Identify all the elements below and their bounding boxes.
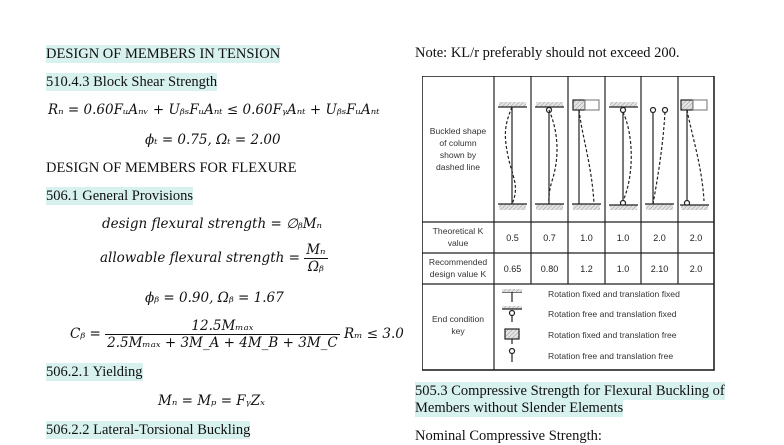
note-klr: Note: KL/r preferably should not exceed 200. (415, 45, 680, 61)
heading-tension: DESIGN OF MEMBERS IN TENSION (46, 46, 281, 62)
equation-cb (70, 318, 404, 351)
k-theoretical-a: 0.5 (506, 233, 519, 243)
heading-block-shear: 510.4.3 Block Shear Strength (46, 74, 218, 90)
equation-allowable (100, 242, 328, 275)
k-recommended-e: 2.10 (650, 264, 669, 274)
equation-mn: Mₙ = Mₚ = FᵧZₓ (158, 393, 265, 409)
row-label-theoretical-2: value (447, 238, 469, 248)
row-label-endcond-1: End condition (431, 314, 485, 324)
heading-flexure: DESIGN OF MEMBERS FOR FLEXURE (46, 160, 297, 176)
cb-lhs: Cᵦ = (70, 326, 101, 342)
k-theoretical-b: 0.7 (543, 233, 556, 243)
allowable-lhs: allowable flexural strength = (100, 250, 300, 266)
allowable-numerator: Mₙ (306, 242, 326, 258)
cb-fraction (105, 318, 340, 351)
nominal-compressive-label: Nominal Compressive Strength: (415, 428, 602, 444)
cb-rhs: Rₘ ≤ 3.0 (344, 326, 404, 342)
row-label-endcond-2: key (451, 326, 465, 336)
k-theoretical-e: 2.0 (653, 233, 666, 243)
key-fixed-free: Rotation fixed and translation free (548, 330, 677, 340)
row-label-buckled-2: of column (439, 138, 477, 148)
k-theoretical-c: 1.0 (580, 233, 593, 243)
row-label-recommended-1: Recommended (428, 257, 488, 267)
equation-phi-b: ϕᵦ = 0.90, Ωᵦ = 1.67 (145, 290, 284, 306)
equation-phi-t: ϕₜ = 0.75, Ωₜ = 2.00 (145, 132, 281, 148)
heading-compressive-strength-1: 505.3 Compressive Strength for Flexural Buckling of (415, 383, 725, 399)
heading-general-provisions: 506.1 General Provisions (46, 188, 193, 204)
equation-rn: Rₙ = 0.60FᵤAₙᵥ + UᵦₛFᵤAₙₜ ≤ 0.60FᵧAₙₜ + UᵦₛFᵤAₙₜ (48, 102, 380, 118)
allowable-fraction (304, 242, 327, 275)
k-theoretical-d: 1.0 (616, 233, 630, 243)
cb-denominator: 2.5Mₘₐₓ + 3M_A + 4M_B + 3M_C (107, 335, 338, 351)
cb-numerator: 12.5Mₘₐₓ (105, 318, 340, 335)
equation-design-strength: design flexural strength = ∅ᵦMₙ (102, 216, 323, 232)
k-recommended-f: 2.0 (689, 264, 703, 274)
k-recommended-b: 0.80 (540, 264, 559, 274)
key-free-fixed: Rotation free and translation fixed (548, 309, 677, 319)
row-label-recommended-2: design value K (429, 269, 487, 279)
k-recommended-c: 1.2 (580, 264, 593, 274)
key-free-free: Rotation free and translation free (548, 351, 674, 361)
heading-yielding: 506.2.1 Yielding (46, 364, 143, 380)
heading-ltb: 506.2.2 Lateral-Torsional Buckling (46, 422, 251, 438)
row-label-buckled-4: dashed line (436, 162, 480, 172)
row-label-buckled-3: shown by (439, 150, 477, 160)
k-recommended-a: 0.65 (503, 264, 522, 274)
row-label-buckled-1: Buckled shape (429, 126, 487, 136)
row-label-theoretical-1: Theoretical K (432, 226, 484, 236)
k-recommended-d: 1.0 (616, 264, 630, 274)
effective-length-figure (422, 76, 718, 372)
key-fixed-fixed: Rotation fixed and translation fixed (548, 289, 680, 299)
k-theoretical-f: 2.0 (689, 233, 703, 243)
heading-compressive-strength-2: Members without Slender Elements (415, 400, 624, 416)
allowable-denominator: Ωᵦ (307, 259, 324, 275)
